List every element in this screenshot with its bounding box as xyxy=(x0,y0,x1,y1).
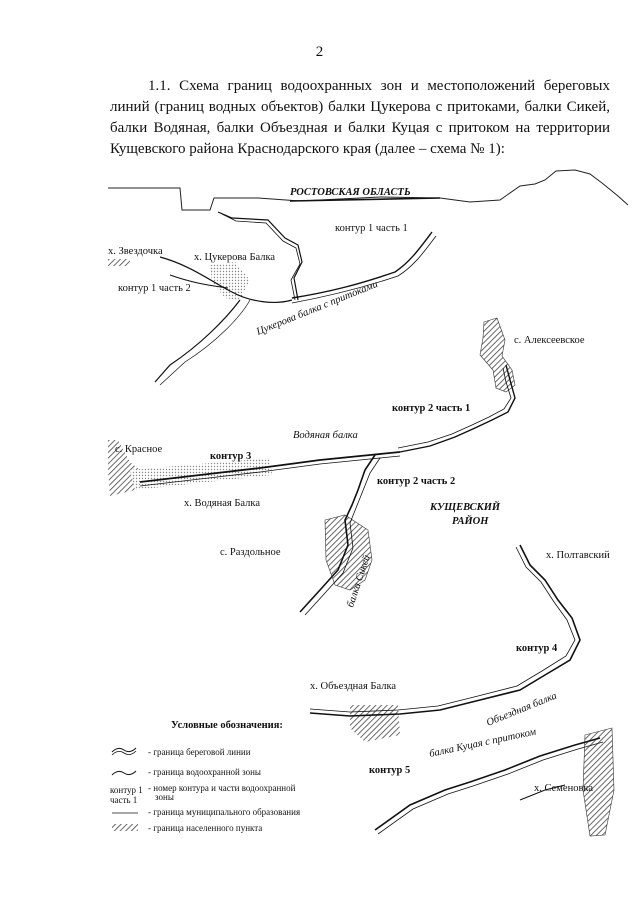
legend-label-contour-2: зоны xyxy=(155,792,174,802)
legend-label-shoreline: - граница береговой линии xyxy=(148,747,251,757)
label-contour-1-part-2: контур 1 часть 2 xyxy=(118,283,191,294)
legend-label-municipal: - граница муниципального образования xyxy=(148,807,301,817)
semenovka-area xyxy=(583,728,614,836)
label-river-vodyanaya: Водяная балка xyxy=(293,430,358,441)
legend-symbol-shoreline xyxy=(112,748,136,752)
label-obezdnaya-balka: х. Объездная Балка xyxy=(310,681,397,692)
legend xyxy=(110,720,300,833)
legend-symbol-settlement xyxy=(112,824,138,831)
label-tsukerova-balka: х. Цукерова Балка xyxy=(194,252,276,263)
label-contour-2-part-2: контур 2 часть 2 xyxy=(377,476,456,487)
label-river-tsukerova: Цукерова балка с притоками xyxy=(255,278,380,338)
tsukerova-area xyxy=(210,262,250,300)
zvezdochka-area xyxy=(108,259,130,266)
label-vodyanaya-balka: х. Водяная Балка xyxy=(184,498,260,509)
label-contour-2-part-1: контур 2 часть 1 xyxy=(392,403,471,414)
label-krasnoe: с. Красное xyxy=(115,444,163,455)
label-river-sikey: балка Сикей xyxy=(345,553,373,609)
label-contour-4: контур 4 xyxy=(516,643,558,654)
label-contour-3: контур 3 xyxy=(210,451,252,462)
label-poltavsky: х. Полтавский xyxy=(546,550,610,561)
label-river-kutsaya: балка Куцая с притоком xyxy=(428,726,538,760)
label-contour-5: контур 5 xyxy=(369,765,411,776)
legend-title: Условные обозначения: xyxy=(171,720,283,731)
district-label-2: РАЙОН xyxy=(452,516,489,527)
label-semenovka: х. Семеновка xyxy=(534,783,594,794)
label-zvezdochka: х. Звездочка xyxy=(108,246,163,257)
legend-label-settlement: - граница населенного пункта xyxy=(148,823,263,833)
legend-symbol-water-zone xyxy=(112,771,136,775)
legend-label-water-zone: - граница водоохранной зоны xyxy=(148,767,261,777)
page-number: 2 xyxy=(315,44,324,60)
label-contour-1-part-1: контур 1 часть 1 xyxy=(335,223,408,234)
label-razdolnoe: с. Раздольное xyxy=(220,547,281,558)
label-alekseevskoe: с. Алексеевское xyxy=(514,335,585,346)
border-underline xyxy=(290,198,440,201)
legend-symbol-contour-2: часть 1 xyxy=(110,795,138,805)
label-river-obezdnaya: Объездная балка xyxy=(485,690,559,729)
region-label: РОСТОВСКАЯ ОБЛАСТЬ xyxy=(290,187,411,198)
legend-symbol-contour-1: контур 1 xyxy=(110,785,143,795)
legend-label-contour-1: - номер контура и части водоохранной xyxy=(148,783,296,793)
district-label-1: КУЩЕВСКИЙ xyxy=(430,502,501,513)
tsukerova-river xyxy=(155,212,436,385)
intro-text: 1.1. Схема границ водоохранных зон и местоположений береговых линий (границ водных объектов) балки Цукерова с притоками, балки Сикей, балки Водяная, балки Объездная и балки Куцая с притоком на территории Кущевского района Краснодарского края (далее – схема № 1): xyxy=(110,78,610,157)
